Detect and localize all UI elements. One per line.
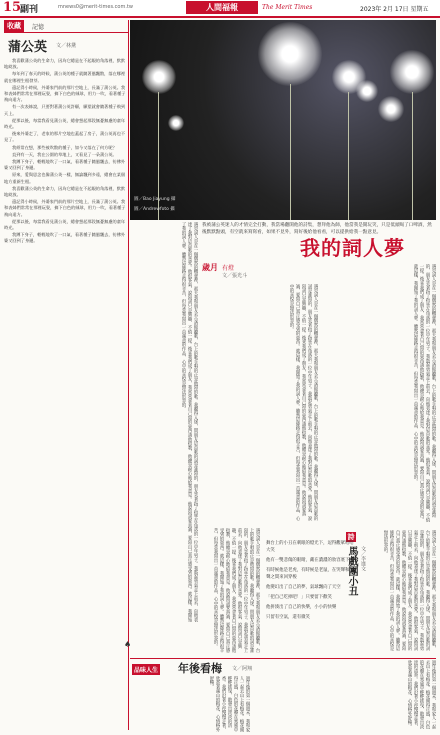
feature-text-column: 遇見詞人是在一個偶然的機會裡，那天我和朋友去小酒館聽歌，台上的歌手唱的正是他寫的歌。我聽得入迷，問朋友這首歌的詞是誰寫的，朋友笑著指了指坐在角落的一位中年男子。我鼓起勇氣走上前去，向他表達了我對這首歌的喜愛。他很客氣，說寫詞只是興趣，不值一提。後來我們成了朋友，我常常拿著自己寫的東西請他指教，他總是耐心地給我意見。他說寫詞要真誠，要寫自己真正感受到的東西。就這樣，我開始了我的詞人夢。雖然這條路走得很辛苦，但每當我寫出一首滿意的作品，心中的喜悅是無法形容的。 [289, 284, 318, 521]
bottom-divider [130, 658, 436, 659]
article-paragraph: 我蹲下身子，輕輕地吹了一口氣，看著種子隨風飄去，彷彿外婆又回到了身邊。 [4, 159, 126, 171]
poem-stanza: 舞台上的小丑在刺眼的燈光下，逗得觀眾哈哈大笑 [266, 541, 354, 553]
feature-text-column: 遇見詞人是在一個偶然的機會裡，那天我和朋友去小酒館聽歌，台上的歌手唱的正是他寫的歌。我聽得入迷，問朋友這首歌的詞是誰寫的，朋友笑著指了指坐在角落的一位中年男子。我鼓起勇氣走上前去，向他表達了我對這首歌的喜愛。他很客氣，說寫詞只是興趣，不值一提。後來我們成了朋友，我常常拿著自己寫的東西請他指教，他總是耐心地給我意見。他說寫詞要真誠，要寫自己真正感受到的東西。就這樣，我開始了我的詞人夢。雖然這條路走得很辛苦，但每當我寫出一首滿意的作品，心中的喜悅是無法形容的。 [181, 222, 198, 622]
bottom-text: 過年後的第一個週末，我和家人一起去山上看梅花。梅花開得正盛，白色的花瓣在寒風中輕輕搖曳，散發出淡淡的清香。我們沿著小徑慢慢走著，欣賞著滿山的梅花，心情格外舒暢。 [407, 660, 436, 729]
pull-quote: 我被蒲公英迷人的才情完全打動，我當場翻開他的詩集，想拜他為師，他當我是開玩笑，只是低頭喝了口啤酒，然後默默點頭，有空就來寫寫看，如果不見外，寫好後給他看看，可以提供給我一點意見。 [202, 223, 432, 235]
dandelion-photo [130, 20, 436, 220]
newspaper-logo-english: The Merit Times [262, 4, 313, 11]
poem-stanza: 「把自己吃掉吧！」只要留下歡笑 [266, 595, 332, 600]
dandelion-stem [290, 84, 291, 220]
column-tag: 收藏 [4, 20, 24, 32]
article-paragraph: 我蹲下身子，輕輕地吹了一口氣，看著種子隨風飄去，彷彿外婆又回到了身邊。 [4, 232, 126, 244]
feature-title: 我的詞人夢 [300, 236, 405, 260]
article-paragraph: 有一次表姊說，只要對著蒲公英許願，願望就會隨著種子飛到天上。 [4, 104, 126, 116]
poem-stanza: 他變幻出了自己的夢，氣球飄向了天空 [266, 585, 341, 590]
article-paragraph: 直到有一天，我在公園的草地上，又看見了一朵蒲公英。 [12, 151, 117, 157]
poem-stanza: 他拼湊出了自己的快樂，小小的快樂 [266, 605, 337, 610]
article-title: 蒲公英 [8, 40, 48, 55]
bottom-text: 過年後的第一個週末，我和家人一起去山上看梅花。梅花開得正盛，白色的花瓣在寒風中輕輕搖曳，散發出淡淡的清香。我們沿著小徑慢慢走著，欣賞著滿山的梅花，心情格外舒暢。 [209, 676, 250, 732]
bottom-title: 年後看梅 [178, 662, 222, 675]
feature-text-column: 遇見詞人是在一個偶然的機會裡，那天我和朋友去小酒館聽歌，台上的歌手唱的正是他寫的歌。我聽得入迷，問朋友這首歌的詞是誰寫的，朋友笑著指了指坐在角落的一位中年男子。我鼓起勇氣走上前去，向他表達了我對這首歌的喜愛。他很客氣，說寫詞只是興趣，不值一提。後來我們成了朋友，我常常拿著自己寫的東西請他指教，他總是耐心地給我意見。他說寫詞要真誠，要寫自己真正感受到的東西。就這樣，我開始了我的詞人夢。雖然這條路走得很辛苦，但每當我寫出一首滿意的作品，心中的喜悅是無法形容的。 [413, 264, 436, 522]
issue-date: 2023年 2月 17日 星期五 [360, 6, 429, 13]
feature-kicker-sub: 有燈 [222, 265, 235, 272]
column-subtag: 記憶 [32, 24, 45, 31]
article-paragraph: 還記得小時候，外婆家門前的那片空地上，長滿了蒲公英。我和表姊們常常在那裡玩耍，摘下白色的絨球，用力一吹，看著種子飛向遠方。 [4, 84, 126, 103]
photo-caption: 圖／Andrewfoto 攝 [134, 207, 175, 212]
poem-author: 文／李進文 [360, 546, 366, 571]
poem-stanza: 有時候他是老虎，有時候是老鼠，在哭聲和笑聲之間來回穿梭 [266, 568, 354, 580]
photo-caption: 圖／Bao Jiayung 攝 [134, 197, 176, 202]
contact-url[interactable]: mnews0@merit-times.com.tw [58, 4, 133, 10]
poem-body [266, 540, 356, 624]
poem-stanza: 他有一雙悲傷的眼睛，藏在濃濃的妝容底下 [266, 558, 350, 563]
article-paragraph: 從那以後，每當我看見蒲公英，總會想起那段無憂無慮的童年時光。 [4, 117, 126, 130]
feature-kicker: 歲月 [202, 263, 218, 272]
feature-author: 文／張光斗 [222, 273, 248, 279]
article-paragraph: 我喜歡蒲公英的生命力，因為它總是在不起眼的角落裡，默默地綻放。 [4, 185, 126, 198]
dandelion-seedhead [258, 22, 322, 86]
spade-icon: ♠ [124, 640, 132, 649]
article-paragraph: 我喜歡蒲公英的生命力，因為它總是在不起眼的角落裡，默默地綻放。 [4, 58, 126, 70]
page-number: 15 [3, 0, 22, 15]
dandelion-seedhead [390, 50, 434, 94]
column-header [4, 20, 128, 33]
article-paragraph: 我經常在想，那些被吹散的種子，如今又落在了何方呢？ [12, 144, 117, 150]
poem-title: 馬戲團小丑 [346, 546, 357, 596]
dandelion-seedhead [378, 96, 404, 122]
dandelion-stem [412, 92, 413, 220]
article-paragraph: 從那以後，每當我看見蒲公英，總會想起那段無憂無慮的童年時光。 [4, 218, 126, 231]
dandelion-seedhead [142, 60, 176, 94]
article-paragraph: 還記得小時候，外婆家門前的那片空地上，長滿了蒲公英。我和表姊們常常在那裡玩耍，摘下白色的絨球，用力一吹，看著種子飛向遠方。 [4, 199, 126, 217]
poem-stanza: 只留有空氣，還有微笑 [266, 615, 310, 620]
feature-text-column: 遇見詞人是在一個偶然的機會裡，那天我和朋友去小酒館聽歌，台上的歌手唱的正是他寫的歌。我聽得入迷，問朋友這首歌的詞是誰寫的，朋友笑著指了指坐在角落的一位中年男子。我鼓起勇氣走上前去，向他表達了我對這首歌的喜愛。他很客氣，說寫詞只是興趣，不值一提。後來我們成了朋友，我常常拿著自己寫的東西請他指教，他總是耐心地給我意見。他說寫詞要真誠，要寫自己真正感受到的東西。就這樣，我開始了我的詞人夢。雖然這條路走得很辛苦，但每當我寫出一首滿意的作品，心中的喜悅是無法形容的。 [383, 530, 436, 651]
newspaper-logo: 人間福報 [186, 1, 258, 14]
section-title: 副刊 [20, 5, 39, 15]
article-body [4, 58, 126, 656]
column-divider [128, 20, 129, 730]
dandelion-seedhead [168, 115, 184, 131]
dandelion-seedhead [356, 80, 378, 102]
article-paragraph: 原來，愛與思念也像蒲公英一樣，無論飄到多遠，總會在某個地方重新生根。 [4, 172, 126, 184]
poem-kicker: 詩 [347, 534, 355, 541]
bottom-author: 文／阿翔 [232, 666, 253, 672]
feature-text-column: 遇見詞人是在一個偶然的機會裡，那天我和朋友去小酒館聽歌，台上的歌手唱的正是他寫的歌。我聽得入迷，問朋友這首歌的詞是誰寫的，朋友笑著指了指坐在角落的一位中年男子。我鼓起勇氣走上前去，向他表達了我對這首歌的喜愛。他很客氣，說寫詞只是興趣，不值一提。後來我們成了朋友，我常常拿著自己寫的東西請他指教，他總是耐心地給我意見。他說寫詞要真誠，要寫自己真正感受到的東西。就這樣，我開始了我的詞人夢。雖然這條路走得很辛苦，但每當我寫出一首滿意的作品，心中的喜悅是無法形容的。 [213, 528, 260, 653]
article-paragraph: 每年到了春天的時候，蒲公英的種子就隨著風飄散，落在哪裡就在哪裡生根發芽。 [4, 71, 126, 83]
article-author: 文／林黛 [56, 43, 77, 49]
article-paragraph: 後來外婆走了，老家的那片空地也蓋起了房子，蒲公英再也不見了。 [4, 131, 126, 143]
dandelion-stem [348, 92, 349, 220]
bottom-tag: 品味人生 [132, 664, 160, 675]
